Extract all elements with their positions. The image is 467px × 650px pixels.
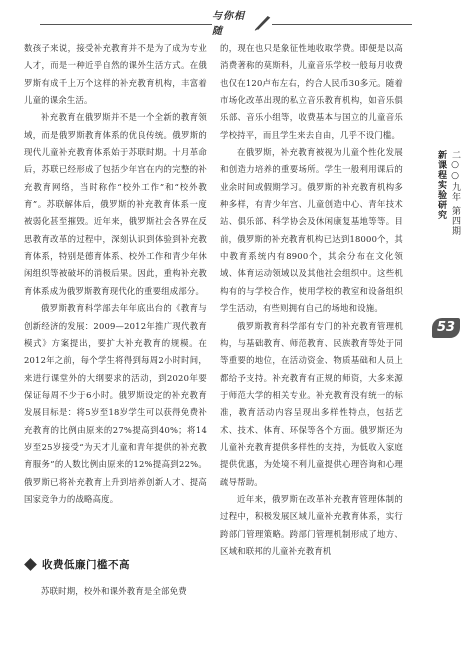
paragraph: 补充教育在俄罗斯并不是一个全新的教育领域，而是俄罗斯教育体系的优良传统。俄罗斯的现代儿童补充教育体系始于苏联时期。十月革命后，苏联已经形成了包括少年宫在内的完整的补充教育网络，当时称作“校外工作”和“校外教育”。苏联解体后，俄罗斯的补充教育体系一度被弱化甚至摧毁。近年来，俄罗斯社会各界在反思教育改革的过程中，深刻认识到体验到补充教育体系，特别是德育体系、校外工作和青少年休闲组织等被破坏的消极后果。因此，重构补充教育体系成为俄罗斯教育现代化的重要组成部分。: [24, 112, 207, 296]
paragraph: 近年来，俄罗斯在改革补充教育管理体制的过程中，积极发展区域儿童补充教育体系，实行跨部门管理策略。跨部门管理机制形成了地方、区域和联邦的儿童补充教育机: [220, 493, 403, 556]
left-column: [24, 40, 207, 508]
header-title: 与你相随: [212, 11, 245, 37]
section-heading-text: 收费低廉门槛不高: [42, 559, 130, 571]
pen-icon: [253, 12, 272, 32]
left-tail-paragraph: 苏联时期，校外和课外教育是全部免费: [41, 586, 187, 596]
paragraph: 俄罗斯教育科学部有专门的补充教育管理机构，与基础教育、师范教育、民族教育等处于同等重要的地位，在活动资金、物质基础和人员上都给予支持。补充教育有正规的师资，大多来源于师范大学的相关专业。补充教育没有统一的标准，教育活动内容呈现出多样性特点，包括艺术、技术、体育、环保等各个方面。俄罗斯还为儿童补充教育提供多样性的支持，为低收入家庭提供优惠，为处境不利儿童提供心理咨询和心理疏导帮助。: [220, 320, 403, 487]
paragraph: 俄罗斯教育科学部去年年底出台的《教育与创新经济的发展：2009—2012年推广现代教育模式》方案提出，要扩大补充教育的规模。在2012年之前，每个学生将得到每周2小时时间，来进行课堂外的大纲要求的活动，到2020年要保证每周不少于6小时。俄罗斯设定的补充教育发展目标是：将5岁至18岁学生可以获得免费补充教育的比例由原来的27%提高到40%；将14岁至25岁接受“为天才儿童和青年提供的补充教育服务”的人数比例由原来的12%提高到22%。俄罗斯已将补充教育上升到培养创新人才、提高国家竞争力的战略高度。: [24, 303, 207, 504]
journal-name: 新课程实验研究: [436, 150, 446, 220]
paragraph: 的，现在也只是象征性地收取学费。即便是以高消费著称的莫斯科，儿童音乐学校一般每月收费也仅在120卢布左右，约合人民币30多元。随着市场化改革出现的私立音乐教育机构，如音乐俱乐部、音乐小组等，收费基本与国立的儿童音乐学校持平，而且学生来去自由，几乎不设门槛。: [220, 43, 403, 140]
paragraph: 在俄罗斯，补充教育被视为儿童个性化发展和创造力培养的重要场所。学生一般利用课后的业余时间或假期学习。俄罗斯的补充教育机构多种多样，有青少年宫、儿童创造中心、青年技术站、俱乐部、科学协会及休闲康复基地等等。目前，俄罗斯的补充教育机构已达到18000个，其中教育系统内有8900个，其余分布在文化领域、体育运动领域以及其他社会组织中。这些机构有的与学校合作，使用学校的教室和设备组织学生活动，有些则拥有自己的场地和设施。: [220, 147, 403, 314]
page-number: 53: [432, 318, 460, 338]
issue-label: 二○○九年 第四期: [450, 150, 460, 236]
section-marker-icon: [24, 558, 37, 571]
paragraph: 数孩子来说，接受补充教育并不是为了成为专业人才，而是一种近乎自然的课外生活方式。在俄罗斯有成千上万个这样的补充教育机构，丰富着儿童的课余生活。: [24, 43, 207, 106]
section-heading: [24, 557, 182, 572]
header: [212, 10, 272, 37]
right-column: [220, 40, 403, 560]
